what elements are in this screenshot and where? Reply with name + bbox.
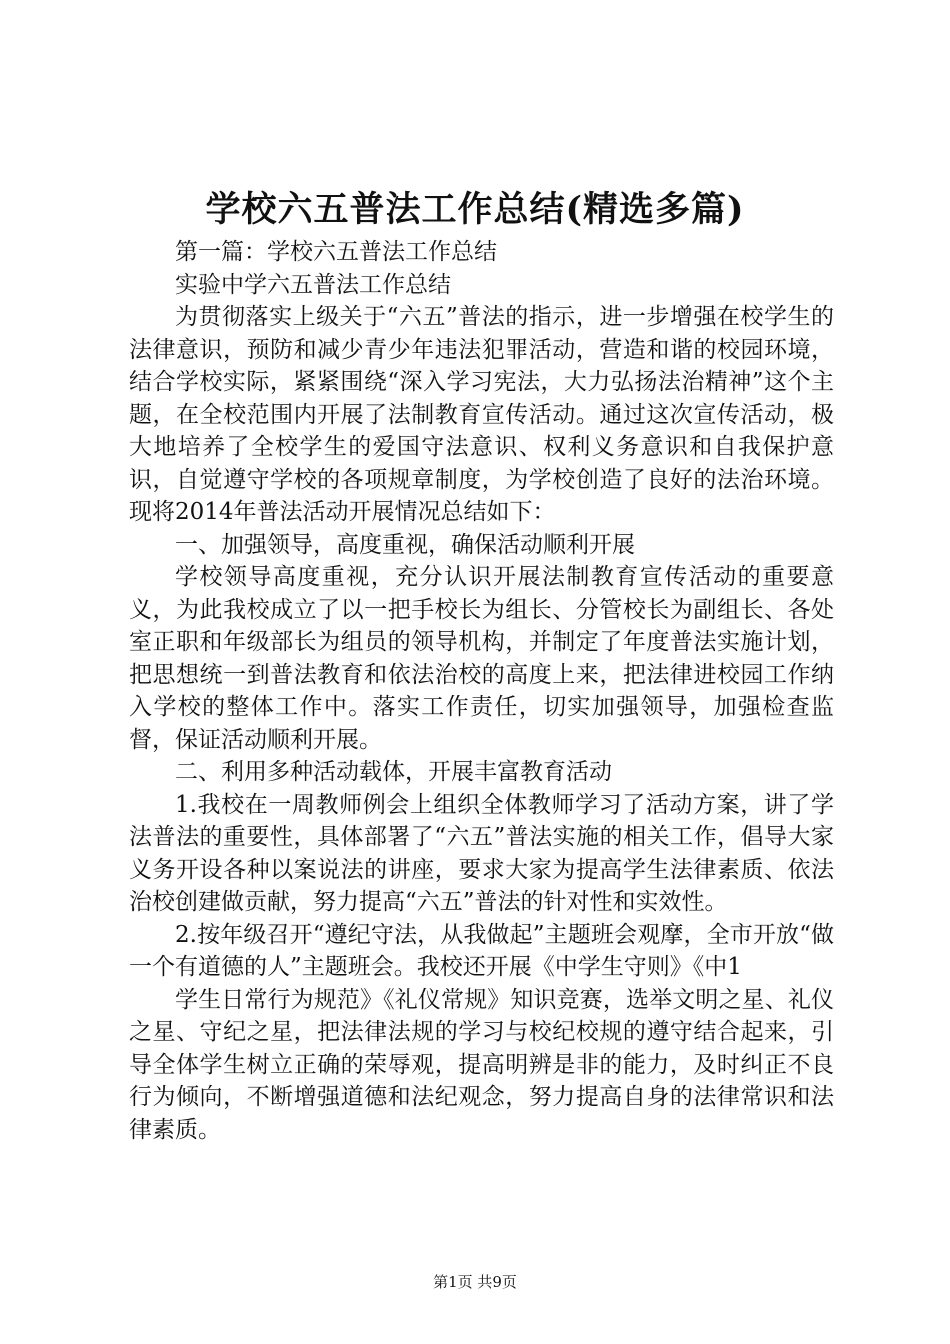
subtitle: 实验中学六五普法工作总结 — [175, 271, 451, 298]
paragraph: 为贯彻落实上级关于“六五”普法的指示，进一步增强在校学生的法律意识，预防和减少青少年违法犯罪活动，营造和谐的校园环境，结合学校实际，紧紧围绕“深入学习宪法，大力弘扬法治精神”这个主题，在全校范围内开展了法制教育宣传活动。通过这次宣传活动，极大地培养了全校学生的爱国守法意识、权利义务意识和自我保护意识，自觉遵守学校的各项规章制度，为学校创造了良好的法治环境。现将2014年普法活动开展情况总结如下： — [129, 304, 834, 525]
section-heading: 第一篇：学校六五普法工作总结 — [175, 239, 497, 265]
document-title: 学校六五普法工作总结(精选多篇) — [205, 189, 745, 230]
section-heading: 一、加强领导，高度重视，确保活动顺利开展 — [175, 531, 635, 558]
paragraph: 学生日常行为规范》《礼仪常规》知识竞赛，选举文明之星、礼仪之星、守纪之星，把法律法规的学习与校纪校规的遵守结合起来，引导全体学生树立正确的荣辱观，提高明辨是非的能力，及时纠正不良行为倾向，不断增强道德和法纪观念，努力提高自身的法律常识和法律素质。 — [129, 986, 834, 1143]
paragraph: 学校领导高度重视，充分认识开展法制教育宣传活动的重要意义，为此我校成立了以一把手校长为组长、分管校长为副组长、各处室正职和年级部长为组员的领导机构，并制定了年度普法实施计划，把思想统一到普法教育和依法治校的高度上来，把法律进校园工作纳入学校的整体工作中。落实工作责任，切实加强领导，加强检查监督，保证活动顺利开展。 — [129, 564, 834, 753]
section-heading: 二、利用多种活动载体，开展丰富教育活动 — [175, 759, 612, 785]
paragraph: 2.按年级召开“遵纪守法，从我做起”主题班会观摩，全市开放“做一个有道德的人”主题班会。我校还开展《中学生守则》《中1 — [129, 921, 834, 980]
page-footer: 第1页 共9页 — [433, 1273, 517, 1291]
paragraph: 1.我校在一周教师例会上组织全体教师学习了活动方案，讲了学法普法的重要性，具体部署了“六五”普法实施的相关工作，倡导大家义务开设各种以案说法的讲座，要求大家为提高学生法律素质、依法治校创建做贡献，努力提高“六五”普法的针对性和实效性。 — [129, 791, 834, 915]
document-body — [129, 236, 834, 1146]
